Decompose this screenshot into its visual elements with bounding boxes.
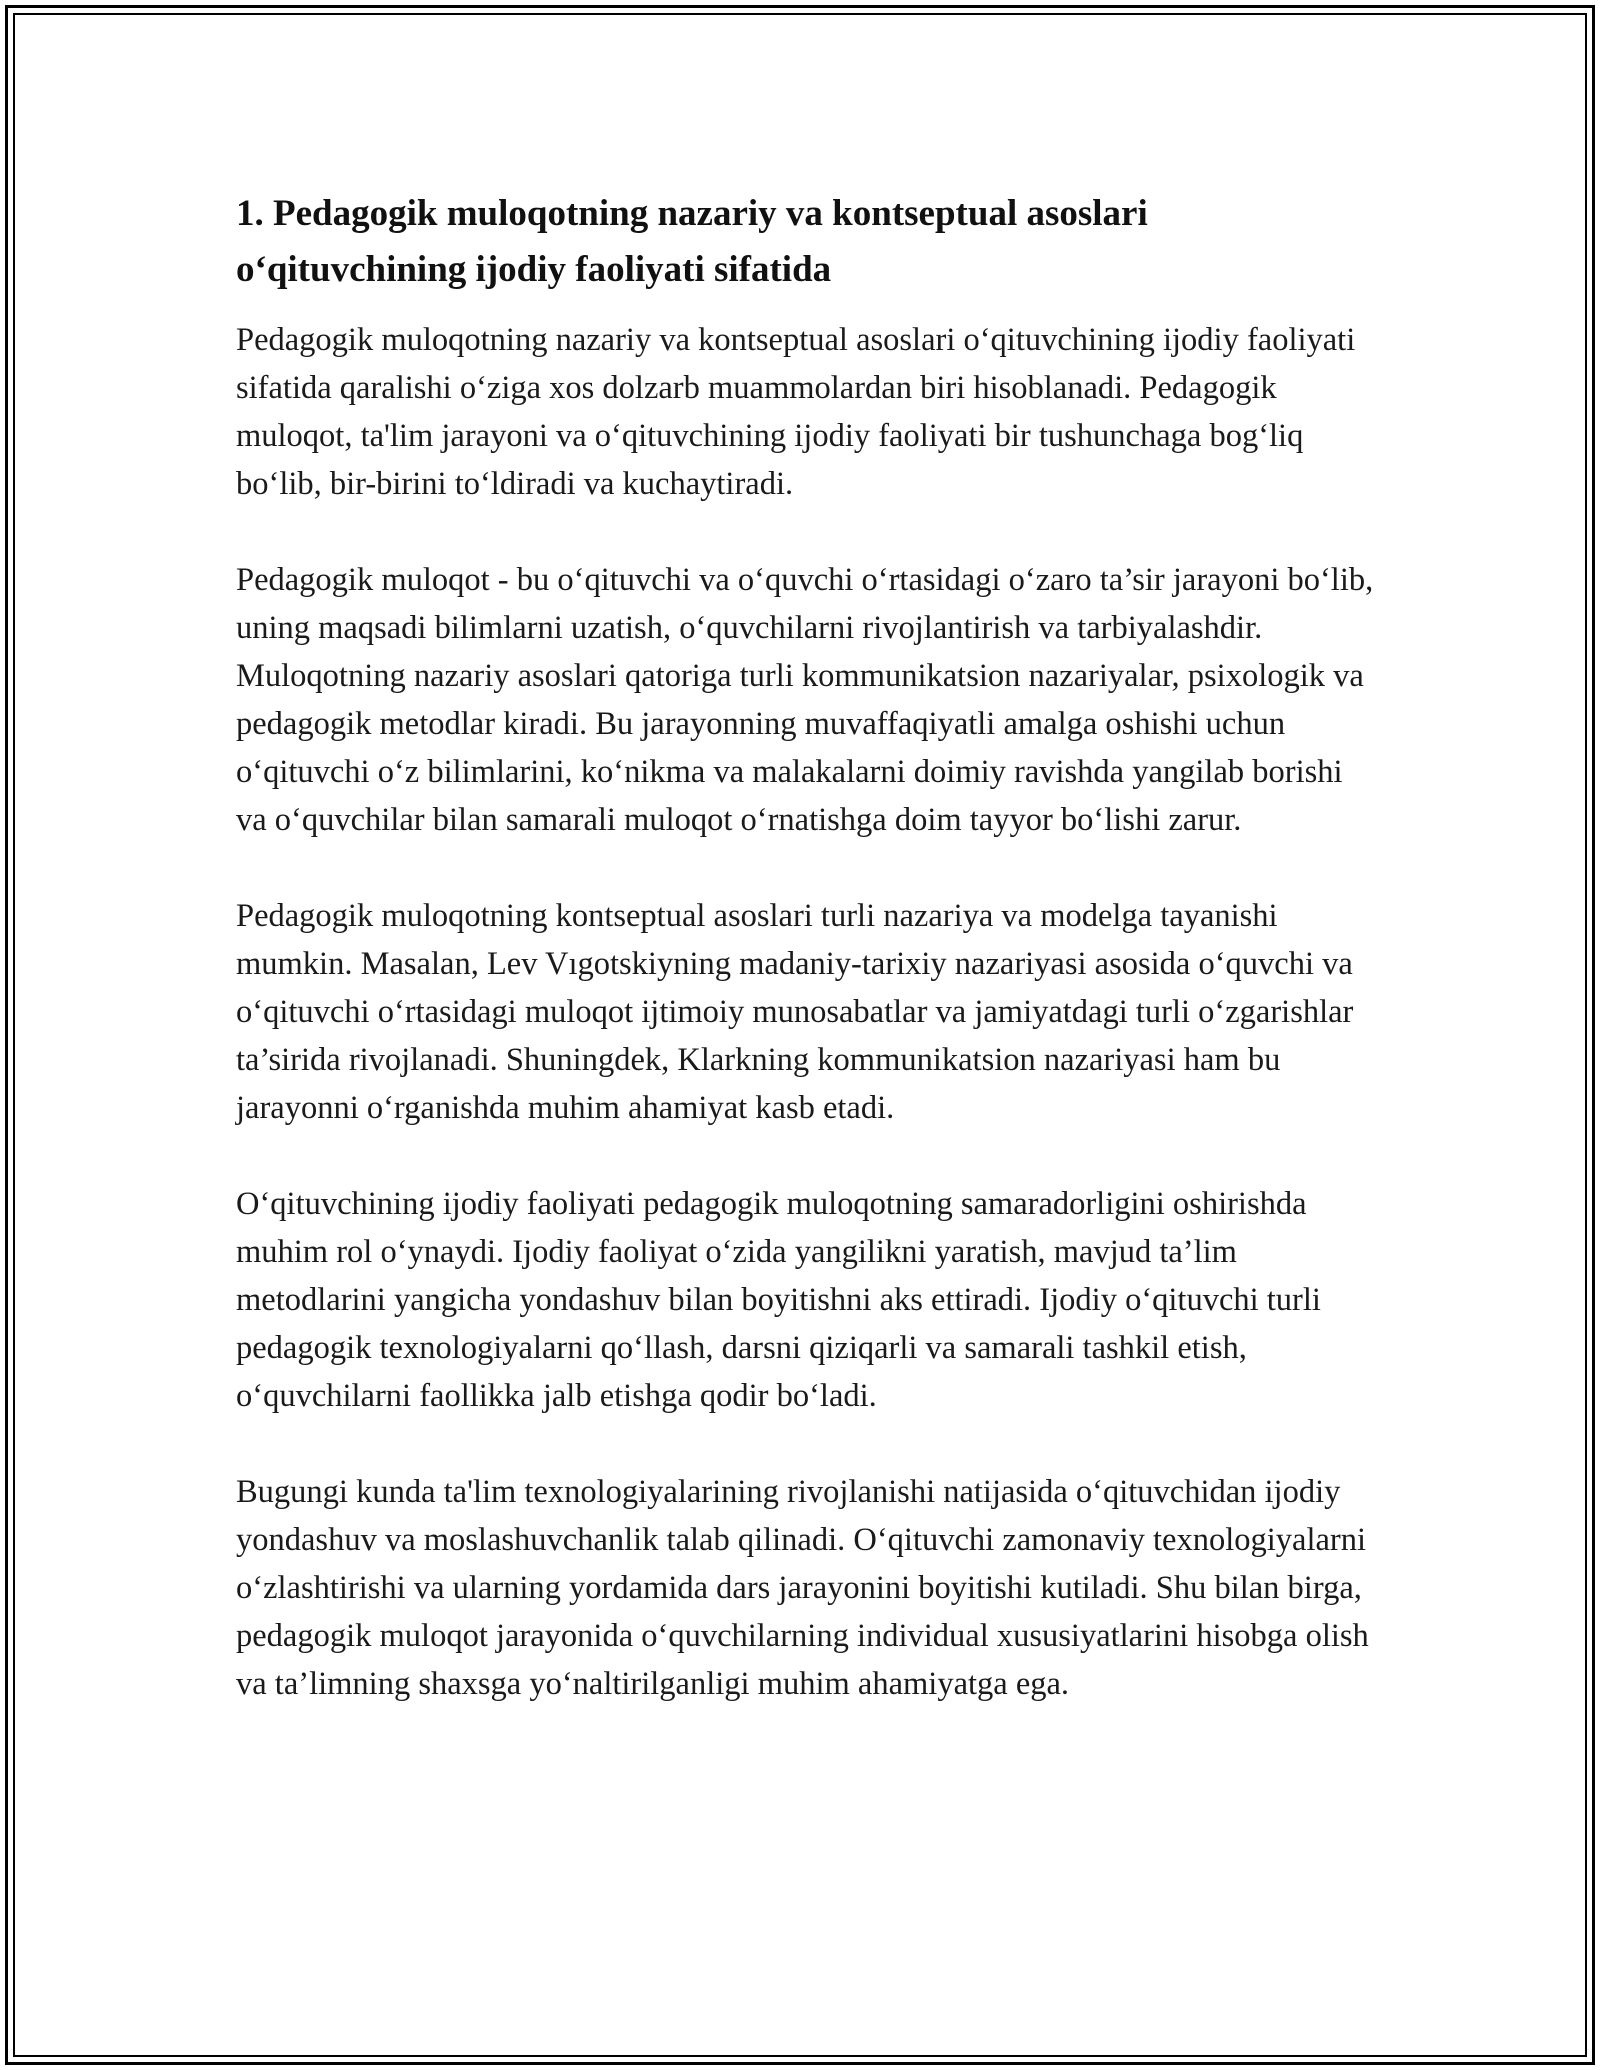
paragraph-3: Pedagogik muloqotning kontseptual asoslari turli nazariya va modelga tayanishi mumkin. Masalan, Lev Vıgotskiyning madaniy-tarixiy nazariyasi asosida o‘quvchi va o‘qituvchi o‘rtasidagi muloqot ijtimoiy munosabatlar va jamiyatdagi turli o‘zgarishlar ta’sirida rivojlanadi. Shuningdek, Klarkning kommunikatsion nazariyasi ham bu jarayonni o‘rganishda muhim ahamiyat kasb etadi. [236, 898, 1354, 1126]
paragraph-2: Pedagogik muloqot - bu o‘qituvchi va o‘quvchi o‘rtasidagi o‘zaro ta’sir jarayoni bo‘lib, uning maqsadi bilimlarni uzatish, o‘quvchilarni rivojlantirish va tarbiyalashdir. Muloqotning nazariy asoslari qatoriga turli kommunikatsion nazariyalar, psixologik va pedagogik metodlar kiradi. Bu jarayonning muvaffaqiyatli amalga oshishi uchun o‘qituvchi o‘z bilimlarini, ko‘nikma va malakalarni doimiy ravishda yangilab borishi va o‘quvchilar bilan samarali muloqot o‘rnatishga doim tayyor bo‘lishi zarur. [236, 562, 1374, 838]
paragraph-5: Bugungi kunda ta'lim texnologiyalarining rivojlanishi natijasida o‘qituvchidan ijodiy yondashuv va moslashuvchanlik talab qilinadi. O‘qituvchi zamonaviy texnologiyalarni o‘zlashtirishi va ularning yordamida dars jarayonini boyitishi kutiladi. Shu bilan birga, pedagogik muloqot jarayonida o‘quvchilarning individual xususiyatlarini hisobga olish va ta’limning shaxsga yo‘naltirilganligi muhim ahamiyatga ega. [236, 1474, 1369, 1702]
section-heading: 1. Pedagogik muloqotning nazariy va kontseptual asoslari o‘qituvchining ijodiy faoliyati sifatida [236, 193, 1148, 290]
paragraph-1: Pedagogik muloqotning nazariy va kontseptual asoslari o‘qituvchining ijodiy faoliyati sifatida qaralishi o‘ziga xos dolzarb muammolardan biri hisoblanadi. Pedagogik muloqot, ta'lim jarayoni va o‘qituvchining ijodiy faoliyati bir tushunchaga bog‘liq bo‘lib, bir-birini to‘ldiradi va kuchaytiradi. [236, 322, 1356, 502]
document-body [236, 186, 1376, 1756]
paragraph-4: O‘qituvchining ijodiy faoliyati pedagogik muloqotning samaradorligini oshirishda muhim rol o‘ynaydi. Ijodiy faoliyat o‘zida yangilikni yaratish, mavjud ta’lim metodlarini yangicha yondashuv bilan boyitishni aks ettiradi. Ijodiy o‘qituvchi turli pedagogik texnologiyalarni qo‘llash, darsni qiziqarli va samarali tashkil etish, o‘quvchilarni faollikka jalb etishga qodir bo‘ladi. [236, 1186, 1321, 1414]
